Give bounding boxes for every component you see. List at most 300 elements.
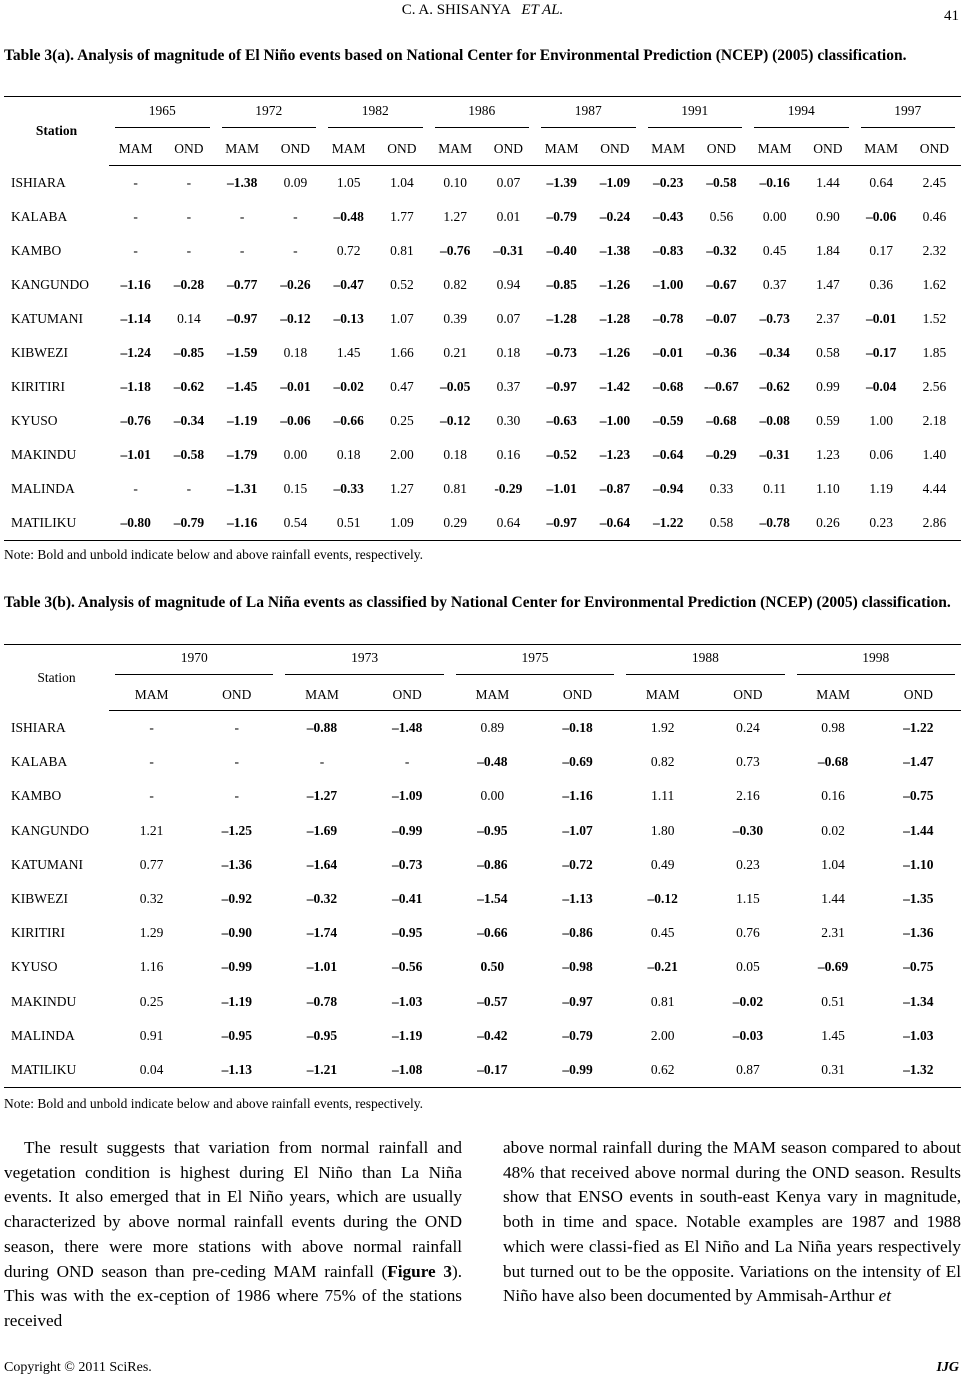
footer-journal: IJG: [936, 1360, 959, 1375]
table-cell: –0.97: [546, 379, 577, 394]
table-cell: –1.03: [391, 993, 423, 1009]
table-cell: –0.31: [759, 447, 790, 462]
table-cell: 1.19: [869, 481, 893, 496]
table-cell: –0.62: [759, 379, 790, 394]
header-etal: ET AL.: [521, 2, 564, 18]
table-row: [4, 370, 961, 404]
table-cell: 1.11: [651, 788, 675, 804]
year-header: [109, 97, 216, 134]
table-cell: 0.77: [139, 856, 164, 872]
station-name: KYUSO: [11, 959, 58, 975]
table-cell: 0.18: [283, 345, 308, 360]
station-name: MATILIKU: [11, 515, 77, 530]
table-cell: 0.02: [821, 822, 845, 838]
year-label: 1975: [456, 650, 614, 675]
station-name: ISHIARA: [11, 719, 66, 735]
table-cell: 2.86: [922, 515, 947, 530]
table-cell: –1.36: [221, 856, 252, 872]
table-cell: 1.44: [821, 891, 845, 907]
table-cell: 2.16: [736, 788, 760, 804]
table-cell: 0.99: [816, 379, 840, 394]
table-cell: –1.13: [562, 891, 593, 907]
season-header: OND: [482, 133, 535, 166]
table-cell: -: [186, 175, 192, 190]
year-label: 1997: [861, 103, 956, 128]
table-cell: 0.04: [139, 1061, 164, 1077]
table-cell: 0.81: [443, 481, 467, 496]
table-cell: -: [293, 243, 298, 258]
table-cell: –0.36: [706, 345, 737, 360]
table-cell: -: [149, 788, 154, 804]
table-cell: 0.32: [139, 891, 164, 907]
table-cell: 1.27: [390, 481, 414, 496]
table-cell: –0.01: [280, 379, 311, 394]
table-cell: 0.00: [762, 209, 787, 224]
table-cell: –1.69: [306, 822, 338, 838]
table-cell: 1.09: [390, 515, 414, 530]
table-cell: -: [239, 243, 245, 258]
table-cell: 0.64: [869, 175, 893, 190]
station-name: MATILIKU: [11, 1061, 77, 1077]
table-cell: –0.87: [599, 481, 631, 496]
body-left-text-2: ). This was with the ex-ception of 1986 where 75% of the stations received: [4, 1261, 462, 1330]
table-cell: –0.56: [391, 959, 423, 975]
table-cell: –1.34: [903, 993, 934, 1009]
table-cell: –0.66: [477, 925, 508, 941]
table-cell: 0.82: [650, 754, 675, 770]
table-cell: –1.14: [120, 311, 151, 326]
table-cell: –0.79: [546, 209, 577, 224]
table-row: [4, 472, 961, 506]
season-header: MAM: [109, 679, 194, 711]
table-cell: 0.50: [480, 959, 505, 975]
table-cell: 0.11: [763, 481, 787, 496]
table-row: [4, 166, 961, 201]
table-cell: 0.33: [709, 481, 734, 496]
table-cell: –0.07: [706, 311, 737, 326]
table-cell: –0.33: [333, 481, 364, 496]
table-cell: 1.23: [816, 447, 840, 462]
table-cell: 0.06: [869, 447, 893, 462]
table-cell: –0.97: [226, 311, 258, 326]
page-number: 41: [944, 8, 959, 24]
table-cell: –1.45: [226, 379, 258, 394]
year-label: 1972: [222, 103, 317, 128]
table-cell: 0.98: [821, 720, 845, 736]
table-cell: -: [239, 209, 245, 224]
table-cell: 0.23: [736, 856, 760, 872]
table-cell: –0.73: [759, 311, 790, 326]
table-cell: 1.77: [390, 209, 414, 224]
table-cell: 0.00: [480, 788, 505, 804]
figure-reference: Figure 3: [387, 1261, 452, 1281]
table-cell: –0.78: [759, 515, 790, 530]
table-cell: 0.24: [736, 720, 760, 736]
table-cell: –0.68: [652, 379, 684, 394]
table-cell: –0.01: [865, 311, 897, 326]
season-header: MAM: [791, 679, 876, 711]
year-header: [791, 645, 962, 680]
table-cell: –0.43: [652, 209, 684, 224]
table-cell: 0.39: [443, 311, 467, 326]
table-cell: 1.21: [139, 822, 164, 838]
table-cell: –0.42: [477, 1027, 508, 1043]
season-header: MAM: [620, 679, 705, 711]
table-cell: –1.24: [120, 345, 151, 360]
table-cell: –1.01: [546, 481, 577, 496]
table-cell: –1.26: [599, 277, 631, 292]
year-label: 1982: [328, 103, 423, 128]
table-cell: -: [234, 788, 240, 804]
table-cell: 1.04: [390, 175, 414, 190]
season-header: MAM: [748, 133, 801, 166]
table-cell: –1.38: [599, 243, 631, 258]
station-name: KATUMANI: [11, 856, 83, 872]
table-row: [4, 506, 961, 541]
table-row: [4, 234, 961, 268]
table-cell: –0.76: [439, 243, 471, 258]
table-row: [4, 848, 961, 882]
table-cell: 0.30: [496, 413, 521, 428]
table-cell: –0.63: [546, 413, 577, 428]
year-label: 1987: [541, 103, 636, 128]
table-cell: –0.78: [306, 993, 338, 1009]
table-cell: –0.58: [173, 447, 205, 462]
season-header: OND: [908, 133, 961, 166]
season-header: OND: [588, 133, 641, 166]
table-cell: 0.10: [443, 175, 467, 190]
table-cell: 0.21: [443, 345, 467, 360]
table-cell: –0.97: [562, 993, 593, 1009]
year-header: [642, 97, 749, 134]
table-cell: –1.00: [599, 413, 631, 428]
table-cell: –1.01: [120, 447, 151, 462]
table-cell: 2.56: [922, 379, 947, 394]
table-cell: 0.25: [139, 993, 164, 1009]
station-name: MAKINDU: [11, 993, 77, 1009]
table-cell: –0.73: [546, 345, 577, 360]
year-header: [450, 645, 620, 680]
season-header: MAM: [109, 133, 162, 166]
year-label: 1988: [626, 650, 784, 675]
body-right-text: above normal rainfall during the MAM season compared to about 48% that received above normal during the OND season. Results show that ENSO events in south-east Kenya vary in magnitude, both in time and space. Notable examples are 1987 and 1988 which were classi-fied as El Niño and La Niña years respectively but turned out to be the opposite. Variations on the intensity of El Niño have also been documented by Ammisah-Arthur: [503, 1138, 961, 1306]
table-cell: 0.59: [816, 413, 840, 428]
year-header: [535, 97, 642, 134]
table-cell: –1.23: [599, 447, 631, 462]
body-left-text-1: The result suggests that variation from normal rainfall and vegetation condition is highest during El Niño than La Niña events. It also emerged that in El Niño years, which are usually characterized by above normal rainfall events during the OND season, there were more stations with above normal rainfall during OND season than pre-ceding MAM rainfall (: [4, 1138, 462, 1281]
table-cell: –0.95: [391, 925, 423, 941]
table-cell: 0.01: [496, 209, 521, 224]
table-cell: 0.52: [390, 277, 414, 292]
table-row: [4, 882, 961, 916]
table-cell: –0.98: [562, 959, 593, 975]
station-name: KIRITIRI: [11, 925, 65, 941]
station-name: KAMBO: [11, 788, 62, 804]
table-cell: –0.99: [391, 822, 423, 838]
table-cell: -: [133, 175, 138, 190]
table-row: [4, 779, 961, 813]
table-cell: 0.14: [177, 311, 201, 326]
table-cell: 0.26: [816, 515, 840, 530]
table-cell: –1.27: [306, 788, 338, 804]
table-cell: –0.57: [477, 993, 508, 1009]
table-cell: –0.72: [562, 856, 593, 872]
table-cell: –0.17: [865, 345, 897, 360]
table-cell: 0.87: [736, 1061, 760, 1077]
table-cell: –1.16: [120, 277, 151, 292]
table-row: [4, 950, 961, 984]
table-cell: 0.91: [139, 1027, 164, 1043]
table-cell: –0.40: [546, 243, 577, 258]
year-header: [322, 97, 429, 134]
table-cell: –0.21: [647, 959, 678, 975]
table-cell: –1.38: [226, 175, 258, 190]
table-cell: 2.18: [922, 413, 947, 428]
table-cell: –1.10: [903, 856, 934, 872]
season-header: OND: [801, 133, 854, 166]
table-cell: 1.52: [922, 311, 947, 326]
table-cell: –1.07: [562, 822, 593, 838]
table-cell: –0.64: [652, 447, 684, 462]
table-cell: 0.23: [869, 515, 893, 530]
table-cell: –0.26: [280, 277, 311, 292]
table-cell: 0.64: [496, 515, 521, 530]
table-cell: –1.28: [546, 311, 577, 326]
table-cell: -: [319, 754, 325, 770]
table-cell: –0.94: [652, 481, 684, 496]
table-cell: –1.21: [306, 1061, 338, 1077]
table-cell: –0.32: [306, 891, 338, 907]
table-cell: –1.00: [652, 277, 684, 292]
station-name: MALINDA: [11, 481, 75, 496]
table-cell: -: [186, 209, 192, 224]
table-cell: –0.68: [706, 413, 737, 428]
table-cell: 1.62: [922, 277, 947, 292]
station-name: KIRITIRI: [11, 379, 65, 394]
body-right-column: [503, 1136, 961, 1309]
footer-copyright: Copyright © 2011 SciRes.: [4, 1360, 152, 1375]
table-cell: –1.19: [226, 413, 258, 428]
table-cell: –0.95: [477, 822, 508, 838]
table-cell: 0.82: [443, 277, 467, 292]
table-cell: 1.80: [650, 822, 675, 838]
station-name: KANGUNDO: [11, 277, 89, 292]
table-cell: 2.00: [650, 1027, 675, 1043]
station-name: MAKINDU: [11, 447, 77, 462]
table-cell: 2.31: [821, 925, 845, 941]
table-row: [4, 268, 961, 302]
table-cell: –0.31: [493, 243, 524, 258]
table-cell: 0.07: [496, 175, 521, 190]
table-row: [4, 916, 961, 950]
table-cell: -: [133, 481, 138, 496]
body-left-column: [4, 1136, 462, 1334]
table-cell: –0.24: [599, 209, 631, 224]
table-cell: 1.45: [336, 345, 361, 360]
table-cell: –0.99: [562, 1061, 593, 1077]
table-row: [4, 711, 961, 746]
table-cell: –0.28: [173, 277, 205, 292]
table-cell: –0.62: [173, 379, 205, 394]
year-label: 1965: [115, 103, 210, 128]
table-row: [4, 745, 961, 779]
table-cell: 1.16: [139, 959, 164, 975]
season-header: MAM: [642, 133, 695, 166]
year-header: [109, 645, 279, 680]
season-header: OND: [375, 133, 428, 166]
table-cell: –1.59: [226, 345, 258, 360]
table-cell: 0.45: [650, 925, 675, 941]
running-header-authors: [0, 2, 965, 19]
table-cell: 0.89: [480, 720, 505, 736]
station-name: MALINDA: [11, 1027, 75, 1043]
table-cell: –0.79: [562, 1027, 593, 1043]
table-cell: 2.45: [922, 175, 947, 190]
table-cell: –0.86: [562, 925, 593, 941]
table-cell: -: [133, 243, 138, 258]
year-header: [216, 97, 323, 134]
station-name: KAMBO: [11, 243, 62, 258]
table-cell: 0.54: [283, 515, 308, 530]
table-cell: –1.42: [599, 379, 631, 394]
table-cell: –0.75: [903, 788, 934, 804]
table-cell: –0.75: [903, 959, 934, 975]
year-header: [279, 645, 449, 680]
table-cell: –0.34: [173, 413, 205, 428]
table-cell: –0.02: [732, 993, 764, 1009]
table-row: [4, 1019, 961, 1053]
table-cell: –0.78: [652, 311, 684, 326]
table-cell: 1.07: [390, 311, 414, 326]
table-cell: 1.10: [816, 481, 840, 496]
season-header: OND: [162, 133, 215, 166]
table-row: [4, 985, 961, 1019]
table-cell: 0.62: [650, 1061, 675, 1077]
season-header: MAM: [429, 133, 482, 166]
year-label: 1970: [115, 650, 273, 675]
station-column-header: Station: [37, 669, 76, 685]
table-cell: 2.32: [922, 243, 947, 258]
table-row: [4, 302, 961, 336]
table-cell: 1.00: [869, 413, 893, 428]
table-cell: 0.17: [869, 243, 893, 258]
table-cell: –1.01: [306, 959, 338, 975]
table-cell: 1.44: [816, 175, 840, 190]
table-cell: –0.02: [333, 379, 364, 394]
table-cell: –0.69: [817, 959, 849, 975]
station-name: KALABA: [11, 754, 68, 770]
table-cell: –1.28: [599, 311, 631, 326]
station-name: ISHIARA: [11, 174, 66, 190]
table-cell: 0.31: [821, 1061, 845, 1077]
table-cell: 0.16: [496, 447, 521, 462]
table-cell: 0.37: [762, 277, 787, 292]
table-cell: 0.73: [736, 754, 760, 770]
year-header: [620, 645, 790, 680]
table-cell: –0.83: [652, 243, 684, 258]
table-cell: 0.81: [390, 243, 414, 258]
table-cell: –0.08: [759, 413, 790, 428]
table-cell: –0.90: [221, 925, 252, 941]
header-authors: C. A. SHISANYA: [401, 2, 511, 18]
table-cell: –0.58: [706, 175, 737, 190]
year-label: 1998: [797, 650, 956, 675]
table-cell: –1.44: [903, 822, 934, 838]
station-name: KIBWEZI: [11, 345, 68, 360]
table-cell: –0.67: [706, 277, 737, 292]
table-cell: 1.45: [821, 1027, 845, 1043]
season-header: MAM: [216, 133, 269, 166]
table-cell: 0.72: [336, 243, 361, 258]
season-header: OND: [695, 133, 748, 166]
table-cell: –0.64: [599, 515, 631, 530]
table-cell: –0.97: [546, 515, 577, 530]
station-name: KALABA: [11, 209, 68, 224]
table-cell: –0.06: [280, 413, 311, 428]
table-cell: –1.18: [120, 379, 151, 394]
table-cell: –1.54: [477, 891, 508, 907]
table-cell: –1.32: [903, 1061, 934, 1077]
table-cell: 1.66: [390, 345, 414, 360]
table-cell: –1.08: [391, 1061, 423, 1077]
table-cell: 1.05: [336, 175, 361, 190]
table-cell: 1.92: [650, 720, 675, 736]
table-cell: –1.39: [546, 175, 577, 190]
table-cell: -: [186, 243, 192, 258]
table-cell: 0.09: [283, 175, 308, 190]
table-cell: 0.76: [736, 925, 760, 941]
table-cell: 0.47: [390, 379, 414, 394]
table-cell: –0.16: [759, 175, 790, 190]
table-cell: 1.85: [922, 345, 947, 360]
station-name: KATUMANI: [11, 311, 83, 326]
table-cell: –0.01: [652, 345, 684, 360]
season-header: OND: [194, 679, 279, 711]
table-cell: –0.47: [333, 277, 364, 292]
table-cell: 0.45: [762, 243, 787, 258]
table-row: [4, 1053, 961, 1088]
table-cell: 0.46: [922, 209, 947, 224]
year-label: 1991: [648, 103, 743, 128]
season-header: OND: [535, 679, 620, 711]
table-cell: 0.29: [443, 515, 467, 530]
table-cell: –0.41: [391, 891, 423, 907]
table-cell: 0.94: [496, 277, 521, 292]
body-right-etal: et: [878, 1286, 892, 1306]
table-cell: –0.85: [173, 345, 205, 360]
table-cell: –0.05: [439, 379, 471, 394]
table-cell: –0.17: [477, 1061, 508, 1077]
table-cell: –1.64: [306, 856, 338, 872]
table-cell: –1.36: [903, 925, 934, 941]
table-cell: –0.06: [865, 209, 897, 224]
table-row: [4, 200, 961, 234]
table-row: [4, 814, 961, 848]
season-header: OND: [365, 679, 450, 711]
table-cell: –1.19: [391, 1027, 423, 1043]
table-b-note: Note: Bold and unbold indicate below and above rainfall events, respectively.: [4, 1096, 423, 1111]
table-cell: 0.51: [821, 993, 845, 1009]
table-cell: –0.73: [391, 856, 423, 872]
table-cell: 0.00: [283, 447, 308, 462]
table-a-caption: Table 3(a). Analysis of magnitude of El Niño events based on National Center for Environmental Prediction (NCEP) (2005) classification.: [4, 47, 907, 64]
table-cell: 0.18: [336, 447, 361, 462]
table-cell: –0.69: [562, 754, 593, 770]
table-cell: -–0.67: [703, 379, 739, 394]
table-row: [4, 404, 961, 438]
table-cell: -: [234, 720, 240, 736]
table-cell: –1.26: [599, 345, 631, 360]
